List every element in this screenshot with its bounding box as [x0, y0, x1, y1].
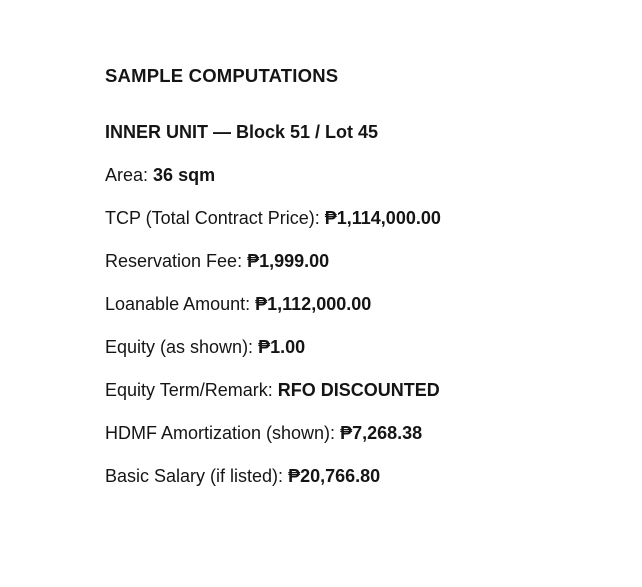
row-label: Equity Term/Remark: — [105, 380, 273, 400]
row-basic-salary — [105, 455, 602, 498]
row-value: ₱1,999.00 — [247, 251, 330, 271]
row-value: 36 sqm — [153, 165, 216, 185]
row-value: ₱1,112,000.00 — [255, 294, 372, 314]
row-label: HDMF Amortization (shown): — [105, 423, 336, 443]
row-value: ₱20,766.80 — [288, 466, 381, 486]
row-value: RFO DISCOUNTED — [277, 380, 440, 400]
row-equity — [105, 326, 602, 369]
row-value: ₱1.00 — [258, 337, 306, 357]
row-value: ₱1,114,000.00 — [324, 208, 441, 228]
computation-document — [105, 54, 602, 498]
row-label: Basic Salary (if listed): — [105, 466, 284, 486]
row-label: Area: — [105, 165, 149, 185]
row-tcp — [105, 197, 602, 240]
unit-heading: INNER UNIT — Block 51 / Lot 45 — [105, 122, 379, 142]
row-value: ₱7,268.38 — [340, 423, 423, 443]
row-label: Reservation Fee: — [105, 251, 243, 271]
row-loanable-amount — [105, 283, 602, 326]
row-area — [105, 154, 602, 197]
row-equity-term — [105, 369, 602, 412]
row-reservation-fee — [105, 240, 602, 283]
row-label: Equity (as shown): — [105, 337, 254, 357]
row-label: Loanable Amount: — [105, 294, 251, 314]
document-title: SAMPLE COMPUTATIONS — [105, 65, 339, 86]
row-label: TCP (Total Contract Price): — [105, 208, 320, 228]
row-hdmf-amortization — [105, 412, 602, 455]
